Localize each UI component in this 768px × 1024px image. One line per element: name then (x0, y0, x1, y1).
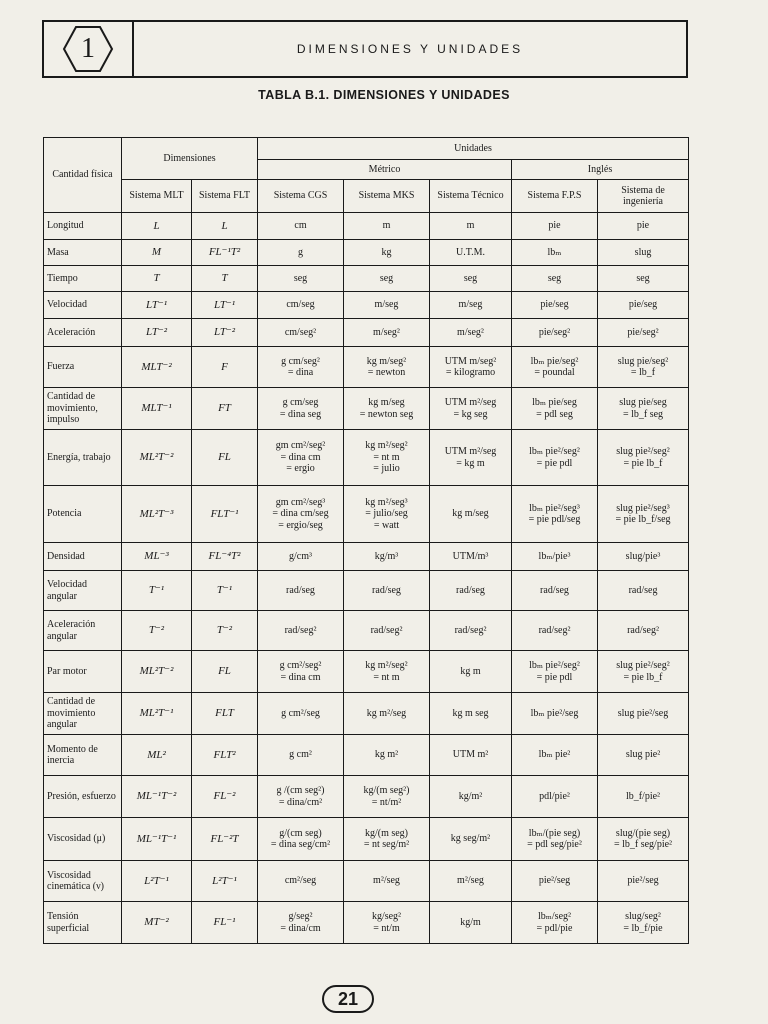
quantity-cell: Velocidad angular (44, 571, 122, 611)
tecnico-cell: UTM m/seg² = kilogramo (430, 347, 512, 388)
quantity-cell: Longitud (44, 213, 122, 240)
mlt-cell: ML⁻¹T⁻² (122, 776, 192, 818)
cgs-cell: cm²/seg (258, 861, 344, 902)
flt-cell: L (192, 213, 258, 240)
flt-cell: FLT (192, 693, 258, 735)
mks-cell: m/seg² (344, 319, 430, 347)
tecnico-cell: kg m seg (430, 693, 512, 735)
quantity-cell: Aceleración angular (44, 611, 122, 651)
ingenieria-cell: slug (598, 240, 689, 266)
quantity-cell: Masa (44, 240, 122, 266)
ingenieria-cell: slug/seg² = lb_f/pie (598, 902, 689, 944)
mks-cell: kg m² (344, 735, 430, 776)
ingenieria-cell: pie/seg² (598, 319, 689, 347)
flt-cell: FL⁻² (192, 776, 258, 818)
ingenieria-cell: slug pie²/seg (598, 693, 689, 735)
flt-cell: FT (192, 388, 258, 430)
table-row (44, 292, 689, 319)
cgs-cell: g cm²/seg² = dina cm (258, 651, 344, 693)
header-sistema-mks: Sistema MKS (344, 180, 430, 213)
table-row (44, 388, 689, 430)
ingenieria-cell: slug pie/seg = lb_f seg (598, 388, 689, 430)
mks-cell: m/seg (344, 292, 430, 319)
quantity-cell: Energía, trabajo (44, 430, 122, 486)
table-row (44, 319, 689, 347)
quantity-cell: Viscosidad (μ) (44, 818, 122, 861)
ingenieria-cell: pie/seg (598, 292, 689, 319)
header-unidades: Unidades (258, 138, 689, 160)
flt-cell: LT⁻² (192, 319, 258, 347)
mks-cell: kg/seg² = nt/m (344, 902, 430, 944)
flt-cell: T (192, 266, 258, 292)
mks-cell: kg (344, 240, 430, 266)
cgs-cell: g cm²/seg (258, 693, 344, 735)
quantity-cell: Cantidad de movimiento, impulso (44, 388, 122, 430)
fps-cell: lbₘ/seg² = pdl/pie (512, 902, 598, 944)
fps-cell: seg (512, 266, 598, 292)
table-row (44, 818, 689, 861)
tecnico-cell: UTM/m³ (430, 543, 512, 571)
tecnico-cell: kg m/seg (430, 486, 512, 543)
mlt-cell: ML²T⁻² (122, 651, 192, 693)
mks-cell: kg m/seg = newton seg (344, 388, 430, 430)
table-row (44, 693, 689, 735)
fps-cell: pie (512, 213, 598, 240)
quantity-cell: Viscosidad cinemática (ν) (44, 861, 122, 902)
flt-cell: FL (192, 430, 258, 486)
tecnico-cell: rad/seg² (430, 611, 512, 651)
mks-cell: kg/(m seg) = nt seg/m² (344, 818, 430, 861)
mlt-cell: MLT⁻² (122, 347, 192, 388)
fps-cell: lbₘ pie²/seg (512, 693, 598, 735)
mlt-cell: ML²T⁻³ (122, 486, 192, 543)
tecnico-cell: kg/m (430, 902, 512, 944)
mlt-cell: LT⁻² (122, 319, 192, 347)
chapter-header (42, 20, 688, 78)
quantity-cell: Momento de inercia (44, 735, 122, 776)
tecnico-cell: m/seg (430, 292, 512, 319)
ingenieria-cell: seg (598, 266, 689, 292)
table-title: TABLA B.1. DIMENSIONES Y UNIDADES (258, 88, 510, 102)
quantity-cell: Aceleración (44, 319, 122, 347)
table-row (44, 240, 689, 266)
quantity-cell: Velocidad (44, 292, 122, 319)
cgs-cell: cm (258, 213, 344, 240)
flt-cell: T⁻² (192, 611, 258, 651)
cgs-cell: g cm/seg = dina seg (258, 388, 344, 430)
tecnico-cell: kg seg/m² (430, 818, 512, 861)
flt-cell: L²T⁻¹ (192, 861, 258, 902)
ingenieria-cell: slug pie/seg² = lb_f (598, 347, 689, 388)
mlt-cell: L²T⁻¹ (122, 861, 192, 902)
cgs-cell: g/cm³ (258, 543, 344, 571)
mlt-cell: LT⁻¹ (122, 292, 192, 319)
fps-cell: lbₘ (512, 240, 598, 266)
mks-cell: kg m²/seg (344, 693, 430, 735)
mks-cell: kg m²/seg² = nt m = julio (344, 430, 430, 486)
cgs-cell: g /(cm seg²) = dina/cm² (258, 776, 344, 818)
fps-cell: lbₘ pie²/seg² = pie pdl (512, 651, 598, 693)
mks-cell: kg m²/seg² = nt m (344, 651, 430, 693)
cgs-cell: g (258, 240, 344, 266)
fps-cell: pie/seg (512, 292, 598, 319)
mlt-cell: T⁻² (122, 611, 192, 651)
fps-cell: lbₘ pie²/seg³ = pie pdl/seg (512, 486, 598, 543)
ingenieria-cell: rad/seg² (598, 611, 689, 651)
fps-cell: pie²/seg (512, 861, 598, 902)
fps-cell: lbₘ pie² (512, 735, 598, 776)
mks-cell: seg (344, 266, 430, 292)
chapter-number-box (44, 22, 134, 76)
table-row (44, 213, 689, 240)
header-dimensiones: Dimensiones (122, 138, 258, 180)
mlt-cell: T⁻¹ (122, 571, 192, 611)
fps-cell: pdl/pie² (512, 776, 598, 818)
ingenieria-cell: slug pie²/seg³ = pie lb_f/seg (598, 486, 689, 543)
tecnico-cell: m (430, 213, 512, 240)
flt-cell: T⁻¹ (192, 571, 258, 611)
flt-cell: FL⁻¹ (192, 902, 258, 944)
mlt-cell: T (122, 266, 192, 292)
fps-cell: pie/seg² (512, 319, 598, 347)
table-row (44, 651, 689, 693)
quantity-cell: Potencia (44, 486, 122, 543)
tecnico-cell: UTM m²/seg = kg m (430, 430, 512, 486)
quantity-cell: Fuerza (44, 347, 122, 388)
mlt-cell: MT⁻² (122, 902, 192, 944)
fps-cell: lbₘ pie/seg² = poundal (512, 347, 598, 388)
header-sistema-tecnico: Sistema Técnico (430, 180, 512, 213)
cgs-cell: gm cm²/seg² = dina cm = ergio (258, 430, 344, 486)
tecnico-cell: U.T.M. (430, 240, 512, 266)
quantity-cell: Tiempo (44, 266, 122, 292)
cgs-cell: g/seg² = dina/cm (258, 902, 344, 944)
quantity-cell: Presión, esfuerzo (44, 776, 122, 818)
fps-cell: lbₘ/(pie seg) = pdl seg/pie² (512, 818, 598, 861)
mks-cell: kg m²/seg³ = julio/seg = watt (344, 486, 430, 543)
cgs-cell: cm/seg² (258, 319, 344, 347)
ingenieria-cell: slug/pie³ (598, 543, 689, 571)
tecnico-cell: kg/m² (430, 776, 512, 818)
tecnico-cell: m²/seg (430, 861, 512, 902)
flt-cell: FL (192, 651, 258, 693)
table-body (44, 213, 689, 944)
header-sistema-mlt: Sistema MLT (122, 180, 192, 213)
flt-cell: FL⁻⁴T² (192, 543, 258, 571)
ingenieria-cell: slug/(pie seg) = lb_f seg/pie² (598, 818, 689, 861)
flt-cell: FLT⁻¹ (192, 486, 258, 543)
ingenieria-cell: lb_f/pie² (598, 776, 689, 818)
cgs-cell: g/(cm seg) = dina seg/cm² (258, 818, 344, 861)
fps-cell: lbₘ pie/seg = pdl seg (512, 388, 598, 430)
mks-cell: rad/seg² (344, 611, 430, 651)
ingenieria-cell: rad/seg (598, 571, 689, 611)
mlt-cell: ML² (122, 735, 192, 776)
ingenieria-cell: slug pie² (598, 735, 689, 776)
table-row (44, 347, 689, 388)
cgs-cell: seg (258, 266, 344, 292)
dimensions-units-table (43, 137, 689, 944)
flt-cell: LT⁻¹ (192, 292, 258, 319)
mks-cell: rad/seg (344, 571, 430, 611)
table-row (44, 571, 689, 611)
cgs-cell: g cm² (258, 735, 344, 776)
cgs-cell: rad/seg² (258, 611, 344, 651)
table-row (44, 776, 689, 818)
ingenieria-cell: pie²/seg (598, 861, 689, 902)
table-row (44, 902, 689, 944)
tecnico-cell: m/seg² (430, 319, 512, 347)
table-row (44, 266, 689, 292)
cgs-cell: gm cm²/seg³ = dina cm/seg = ergio/seg (258, 486, 344, 543)
flt-cell: FL⁻¹T² (192, 240, 258, 266)
mks-cell: m (344, 213, 430, 240)
tecnico-cell: seg (430, 266, 512, 292)
quantity-cell: Par motor (44, 651, 122, 693)
chapter-number: 1 (81, 33, 95, 64)
mlt-cell: MLT⁻¹ (122, 388, 192, 430)
ingenieria-cell: pie (598, 213, 689, 240)
mlt-cell: ML⁻¹T⁻¹ (122, 818, 192, 861)
table-row (44, 430, 689, 486)
tecnico-cell: rad/seg (430, 571, 512, 611)
mlt-cell: L (122, 213, 192, 240)
fps-cell: rad/seg (512, 571, 598, 611)
fps-cell: lbₘ pie²/seg² = pie pdl (512, 430, 598, 486)
fps-cell: lbₘ/pie³ (512, 543, 598, 571)
cgs-cell: g cm/seg² = dina (258, 347, 344, 388)
mlt-cell: ML⁻³ (122, 543, 192, 571)
mlt-cell: ML²T⁻² (122, 430, 192, 486)
table-row (44, 486, 689, 543)
page-number: 21 (322, 985, 374, 1013)
mks-cell: m²/seg (344, 861, 430, 902)
chapter-title: DIMENSIONES Y UNIDADES (296, 42, 524, 56)
table-row (44, 735, 689, 776)
ingenieria-cell: slug pie²/seg² = pie lb_f (598, 651, 689, 693)
header-sistema-cgs: Sistema CGS (258, 180, 344, 213)
cgs-cell: rad/seg (258, 571, 344, 611)
header-sistema-flt: Sistema FLT (192, 180, 258, 213)
mks-cell: kg m/seg² = newton (344, 347, 430, 388)
tecnico-cell: UTM m² (430, 735, 512, 776)
header-cantidad-fisica: Cantidad física (44, 138, 122, 213)
mlt-cell: ML²T⁻¹ (122, 693, 192, 735)
mks-cell: kg/m³ (344, 543, 430, 571)
ingenieria-cell: slug pie²/seg² = pie lb_f (598, 430, 689, 486)
table-row (44, 861, 689, 902)
mlt-cell: M (122, 240, 192, 266)
header-sistema-ingenieria: Sistema de ingeniería (598, 180, 689, 213)
quantity-cell: Densidad (44, 543, 122, 571)
flt-cell: FLT² (192, 735, 258, 776)
quantity-cell: Cantidad de movimiento angular (44, 693, 122, 735)
tecnico-cell: kg m (430, 651, 512, 693)
header-ingles: Inglés (512, 160, 689, 180)
table-row (44, 611, 689, 651)
quantity-cell: Tensión superficial (44, 902, 122, 944)
table-row (44, 543, 689, 571)
header-metrico: Métrico (258, 160, 512, 180)
cgs-cell: cm/seg (258, 292, 344, 319)
flt-cell: F (192, 347, 258, 388)
fps-cell: rad/seg² (512, 611, 598, 651)
tecnico-cell: UTM m²/seg = kg seg (430, 388, 512, 430)
flt-cell: FL⁻²T (192, 818, 258, 861)
mks-cell: kg/(m seg²) = nt/m² (344, 776, 430, 818)
header-sistema-fps: Sistema F.P.S (512, 180, 598, 213)
